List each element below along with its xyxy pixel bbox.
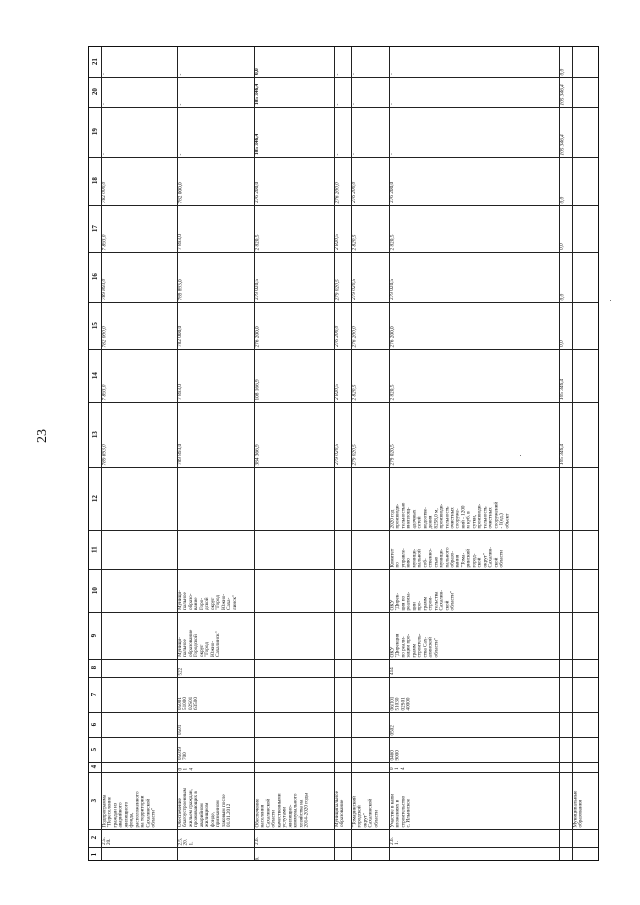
cell-text: 0 1 4 xyxy=(389,767,406,770)
cell-text: 279 020,5 xyxy=(389,443,395,465)
cell-text: 0501 xyxy=(177,724,183,735)
column-number: 16 xyxy=(90,273,99,281)
cell-text: 0502 xyxy=(389,724,395,735)
column-number: 20 xyxy=(90,88,99,96)
cell-text: 7 893,0 xyxy=(101,234,107,250)
cell-r6-col19 xyxy=(389,107,559,157)
cell-r5-col16 xyxy=(351,252,389,302)
cell-r6-col10 xyxy=(389,569,559,612)
scan-speck xyxy=(520,455,521,456)
cell-r1-col19 xyxy=(101,107,177,157)
cell-text: 0,0 xyxy=(559,293,565,300)
cell-r3-col19 xyxy=(254,107,334,157)
column-header-6 xyxy=(89,712,101,737)
column-header-5 xyxy=(89,737,101,762)
cell-text: - xyxy=(101,73,107,75)
cell-text: 6. xyxy=(254,856,260,860)
cell-text: 276 200,0 xyxy=(334,181,340,203)
cell-text: 789 893,0 xyxy=(177,443,183,465)
cell-text: 782 000,0 xyxy=(101,181,107,203)
cell-text: Муниципальное образование xyxy=(334,791,346,827)
cell-text: 0,0 xyxy=(559,243,565,250)
cell-text: 276 200,0 xyxy=(334,325,340,347)
cell-r4-col20 xyxy=(334,77,351,107)
cell-text: - xyxy=(351,153,357,155)
cell-r8-col3 xyxy=(572,772,600,829)
column-header-3 xyxy=(89,772,101,829)
cell-text: 414 xyxy=(389,667,395,675)
column-number: 19 xyxy=(90,128,99,136)
cell-text: 105 346,4 xyxy=(559,133,565,155)
cell-text: 384 366,9 xyxy=(254,443,260,465)
cell-r4-col19 xyxy=(334,107,351,157)
cell-text: 789 893,0 xyxy=(101,443,107,465)
cell-text: - xyxy=(101,103,107,105)
cell-text: "Томаринский городской округ" Сахалинской области xyxy=(351,795,379,827)
cell-r4-col15 xyxy=(334,302,351,349)
cell-r5-col3 xyxy=(351,772,389,829)
cell-text: - xyxy=(334,73,340,75)
cell-r4-col17 xyxy=(334,205,351,252)
column-header-20 xyxy=(89,77,101,107)
cell-r6-col12 xyxy=(389,467,559,530)
cell-text: 05019 700 xyxy=(177,747,189,760)
cell-text: 276 200,0 xyxy=(351,325,357,347)
cell-text: - xyxy=(334,153,340,155)
cell-r6-col2 xyxy=(389,829,559,847)
cell-text: 789 893,0 xyxy=(177,278,183,300)
cell-text: 105 346,4 xyxy=(254,83,260,105)
cell-text: 7 893,0 xyxy=(101,384,107,400)
cell-r7-col14 xyxy=(559,349,572,402)
cell-r7-col17 xyxy=(559,205,572,252)
cell-r7-col16 xyxy=(559,252,572,302)
cell-text: 782 000,0 xyxy=(177,181,183,203)
cell-text: Обеспечение населения Сахалинской области качественными услугами жилищно- коммунального хозяйства на 2014-2020 годы xyxy=(254,792,310,827)
cell-r5-col18 xyxy=(351,157,389,205)
cell-r2-col7 xyxy=(177,677,254,712)
cell-r6-col7 xyxy=(389,677,559,712)
cell-text: - xyxy=(101,153,107,155)
cell-r2-col16 xyxy=(177,252,254,302)
cell-r6-col9 xyxy=(389,612,559,659)
cell-text: - xyxy=(389,103,395,105)
cell-r2-col5 xyxy=(177,737,254,762)
cell-r1-col3 xyxy=(101,772,177,829)
cell-r7-col18 xyxy=(559,157,572,205)
column-number: 21 xyxy=(90,58,99,66)
cell-text: - xyxy=(177,73,183,75)
column-header-15 xyxy=(89,302,101,349)
cell-text: ОКУ "Дирекция по реали- зации про- грамм строитель- ства Сах- алинской области" xyxy=(389,633,439,657)
column-number: 14 xyxy=(90,372,99,379)
cell-r4-col16 xyxy=(334,252,351,302)
cell-r6-col20 xyxy=(389,77,559,107)
cell-text: 2 820,5 xyxy=(334,234,340,250)
cell-r3-col15 xyxy=(254,302,334,349)
cell-r5-col15 xyxy=(351,302,389,349)
cell-text: 2 820,5 xyxy=(389,234,395,250)
cell-r3-col16 xyxy=(254,252,334,302)
cell-text: 0,0 xyxy=(559,68,565,75)
cell-r2-col4 xyxy=(177,762,254,772)
cell-text: Обеспечение благоустроенным жильем граждан, проживающих в аварийном жилищном фонде, признанном таковым после 01.01.2012 xyxy=(177,788,233,827)
cell-text: 279 020,5 xyxy=(389,278,395,300)
cell-r5-col13 xyxy=(351,402,389,467)
column-number: 10 xyxy=(90,587,99,594)
cell-r1-col2 xyxy=(101,829,177,847)
cell-r4-col3 xyxy=(334,772,351,829)
column-number: 7 xyxy=(90,692,99,697)
column-number: 3 xyxy=(90,798,99,803)
cell-r4-col14 xyxy=(334,349,351,402)
cell-text: 276 200,0 xyxy=(254,181,260,203)
cell-text: 7 893,0 xyxy=(177,234,183,250)
cell-text: 105 346,4 xyxy=(559,378,565,400)
cell-r4-col13 xyxy=(334,402,351,467)
cell-text: 789 893,0 xyxy=(101,278,107,300)
cell-r2-col13 xyxy=(177,402,254,467)
cell-r2-col17 xyxy=(177,205,254,252)
column-number: 5 xyxy=(90,747,99,752)
cell-text: 0460 9000 xyxy=(389,749,401,760)
cell-text: 0,0 xyxy=(559,340,565,347)
cell-r2-col3 xyxy=(177,772,254,829)
cell-text: - xyxy=(351,103,357,105)
cell-r1-col21 xyxy=(101,47,177,77)
column-header-14 xyxy=(89,349,101,402)
cell-r1-col15 xyxy=(101,302,177,349)
cell-r7-col20 xyxy=(559,77,572,107)
column-header-16 xyxy=(89,252,101,302)
column-number: 2 xyxy=(90,836,99,840)
column-divider xyxy=(89,847,598,848)
cell-r3-col20 xyxy=(254,77,334,107)
cell-r2-col21 xyxy=(177,47,254,77)
cell-text: 06Л01 51030 02S01 40000 xyxy=(389,696,412,710)
cell-r1-col16 xyxy=(101,252,177,302)
cell-r2-col9 xyxy=(177,612,254,659)
cell-r1-col14 xyxy=(101,349,177,402)
cell-r3-col14 xyxy=(254,349,334,402)
column-header-4 xyxy=(89,762,101,772)
cell-text: - xyxy=(389,153,395,155)
cell-text: Муници- пальное образование Городской округ "Город Южно- Сахалинск" xyxy=(177,629,222,657)
column-header-8 xyxy=(89,659,101,677)
cell-r3-col17 xyxy=(254,205,334,252)
column-number: 9 xyxy=(90,633,99,638)
cell-r1-col13 xyxy=(101,402,177,467)
cell-r2-col2 xyxy=(177,829,254,847)
column-header-19 xyxy=(89,107,101,157)
cell-r7-col19 xyxy=(559,107,572,157)
cell-text: - xyxy=(177,103,183,105)
cell-r2-col15 xyxy=(177,302,254,349)
cell-text: - xyxy=(334,103,340,105)
cell-r6-col5 xyxy=(389,737,559,762)
cell-r6-col13 xyxy=(389,402,559,467)
cell-text: 2.6. xyxy=(254,837,260,845)
column-number: 13 xyxy=(90,431,99,438)
cell-text: 276 200,0 xyxy=(351,181,357,203)
budget-table xyxy=(88,46,599,861)
column-header-2 xyxy=(89,829,101,847)
cell-r6-col16 xyxy=(389,252,559,302)
cell-r6-col15 xyxy=(389,302,559,349)
cell-r6-col14 xyxy=(389,349,559,402)
cell-text: 2 820,5 xyxy=(334,384,340,400)
cell-r6-col6 xyxy=(389,712,559,737)
cell-text: 105 346,4 xyxy=(559,443,565,465)
page-number: 23 xyxy=(35,429,50,443)
column-number: 6 xyxy=(90,722,99,727)
cell-text: 2.5. 20. 1. xyxy=(177,837,194,845)
column-number: 8 xyxy=(90,666,99,670)
cell-text: Муници- пальное образо- вание Горо- дской округ "Город Южно- Саха- линск" xyxy=(177,590,238,610)
cell-r7-col21 xyxy=(559,47,572,77)
cell-r3-col21 xyxy=(254,47,334,77)
cell-text: 2.6. 1. xyxy=(389,837,401,845)
cell-r1-col17 xyxy=(101,205,177,252)
column-header-21 xyxy=(89,47,101,77)
cell-r6-col18 xyxy=(389,157,559,205)
cell-text: 105 346,4 xyxy=(559,83,565,105)
column-header-12 xyxy=(89,467,101,530)
cell-text: 782 000,0 xyxy=(101,325,107,347)
column-number: 15 xyxy=(90,322,99,329)
cell-r3-col13 xyxy=(254,402,334,467)
cell-text: Подпрограмма "Переселение граждан из аварийного жилищного фонда, расположенного на территории Сахалинской области" xyxy=(101,790,157,827)
cell-r2-col10 xyxy=(177,569,254,612)
column-number: 18 xyxy=(90,177,99,185)
cell-r6-col21 xyxy=(389,47,559,77)
cell-text: 279 020,5 xyxy=(334,278,340,300)
cell-text: 2 820,5 xyxy=(254,234,260,250)
cell-r6-col11 xyxy=(389,530,559,569)
cell-r5-col19 xyxy=(351,107,389,157)
cell-r1-col18 xyxy=(101,157,177,205)
cell-text: - xyxy=(351,73,357,75)
cell-r1-col20 xyxy=(101,77,177,107)
cell-text: - xyxy=(177,153,183,155)
cell-text: 0,0 xyxy=(254,68,260,75)
column-header-1 xyxy=(89,847,101,862)
cell-r5-col21 xyxy=(351,47,389,77)
cell-text: 276 200,0 xyxy=(389,325,395,347)
cell-text: Муниципальные образования xyxy=(572,790,584,827)
column-header-10 xyxy=(89,569,101,612)
column-number: 1 xyxy=(90,852,99,857)
column-number: 12 xyxy=(90,495,99,502)
cell-r6-col3 xyxy=(389,772,559,829)
column-number: 4 xyxy=(90,765,99,769)
cell-r6-col4 xyxy=(389,762,559,772)
cell-text: 0,0 xyxy=(559,196,565,203)
column-number: 17 xyxy=(90,225,99,232)
cell-r7-col13 xyxy=(559,402,572,467)
column-header-13 xyxy=(89,402,101,467)
column-header-7 xyxy=(89,677,101,712)
cell-r2-col18 xyxy=(177,157,254,205)
cell-text: 279 020,5 xyxy=(254,278,260,300)
cell-r7-col15 xyxy=(559,302,572,349)
cell-r2-col20 xyxy=(177,77,254,107)
cell-r3-col18 xyxy=(254,157,334,205)
cell-r4-col18 xyxy=(334,157,351,205)
cell-text: 105 346,4 xyxy=(254,133,260,155)
cell-r2-col8 xyxy=(177,659,254,677)
column-header-9 xyxy=(89,612,101,659)
cell-text: 2 820,5 xyxy=(351,234,357,250)
cell-text: Участие в капи вложениях в строительство с. Ильинское xyxy=(389,793,412,827)
cell-text: 279 020,5 xyxy=(351,443,357,465)
cell-text: 522 xyxy=(177,667,183,675)
cell-r2-col19 xyxy=(177,107,254,157)
cell-text: 0 1 4 xyxy=(177,767,194,770)
cell-r5-col17 xyxy=(351,205,389,252)
column-header-18 xyxy=(89,157,101,205)
cell-r2-col6 xyxy=(177,712,254,737)
cell-text: 782 000,0 xyxy=(177,325,183,347)
cell-r5-col20 xyxy=(351,77,389,107)
cell-r6-col17 xyxy=(389,205,559,252)
cell-text: 7 893,0 xyxy=(177,384,183,400)
cell-text: 05001 51000 02S01 63500 xyxy=(177,696,200,710)
cell-r3-col3 xyxy=(254,772,334,829)
scan-speck xyxy=(610,300,611,301)
cell-text: Комитет по управле- нию муници- пальной соб- ственно- стью муници- пального образо- вания "Тома- ринский город- ской округ" Сахалин- ской области xyxy=(389,546,505,567)
cell-r4-col21 xyxy=(334,47,351,77)
column-number: 11 xyxy=(90,546,99,553)
cell-text: 279 020,5 xyxy=(351,278,357,300)
cell-r2-col14 xyxy=(177,349,254,402)
column-header-11 xyxy=(89,530,101,569)
cell-text: 276 200,0 xyxy=(389,181,395,203)
cell-text: - xyxy=(389,73,395,75)
cell-text: 2 820,5 xyxy=(351,384,357,400)
cell-r3-col1 xyxy=(254,847,334,862)
cell-text: 108 166,9 xyxy=(254,378,260,400)
cell-r3-col2 xyxy=(254,829,334,847)
cell-r6-col8 xyxy=(389,659,559,677)
cell-text: 2.5. 20. xyxy=(101,837,113,845)
cell-text: 276 200,0 xyxy=(254,325,260,347)
cell-text: ОКУ "Дирек- ция по реализа- ции про- грамм строи- тельства Сахалин- ской области" xyxy=(389,589,455,610)
column-header-17 xyxy=(89,205,101,252)
cell-text: 2 820,5 xyxy=(389,384,395,400)
cell-r5-col14 xyxy=(351,349,389,402)
cell-text: 2020 год производи- тельностью внеплощ- адочных сетей водоотве- дения 8258,0 м, производи- тельность очистных сооруже- ний - 1200 м куб. в сутки, производи- тельность очистных сооружений - 1(ед.) объект xyxy=(389,501,510,528)
cell-text: 279 020,5 xyxy=(334,443,340,465)
